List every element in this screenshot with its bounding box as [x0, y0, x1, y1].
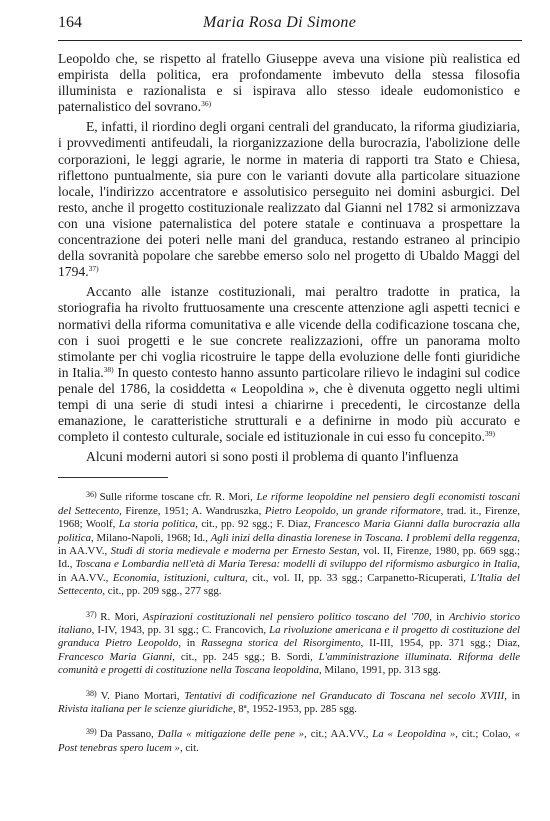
- footnote-title: Rassegna storica del Risorgimento: [200, 637, 361, 650]
- paragraph-1-text: Leopoldo che, se rispetto al fratello Giuseppe aveva una visione più realistica ed empirista della politica, era profondamente imbevuto della stessa filosofia illuminista e razionalista e si ispirava allo stesso ideale eudomonistico e paternalistico del sovrano.: [58, 51, 520, 115]
- footnote-text: , cit., pp. 92 sgg.; F. Diaz,: [195, 518, 315, 531]
- footnote-title: Studi di storia medievale e moderna per Ernesto Sestan: [110, 544, 358, 557]
- footnote-title: Rivista italiana per le scienze giuridiche: [58, 703, 233, 716]
- footnote-text: R. Mori,: [100, 610, 144, 623]
- page-number: 164: [58, 14, 82, 31]
- footnote-text: , II-III, 1954, pp. 371 sgg.; Diaz,: [360, 637, 520, 650]
- footnote-number: 39): [86, 727, 100, 737]
- footnote-title: Francesco Maria Gianni dalla burocrazia alla politica: [58, 518, 520, 544]
- footnote-title: L'Italia del Settecento: [58, 571, 520, 598]
- footnote-text: V. Piano Mortari,: [100, 689, 185, 702]
- footnote-text: Da Passano,: [99, 728, 158, 741]
- footnote-title: Tentativi di codificazione nel Granducato di Toscana nel secolo XVIII: [184, 689, 505, 702]
- footnote-text: , I-IV, 1943, pp. 31 sgg.; C. Francovich,: [91, 624, 270, 636]
- footnote-text: , in: [178, 637, 201, 650]
- footnote-ref-39: 39): [484, 429, 495, 439]
- footnote-text: , cit.; AA.VV.,: [304, 728, 373, 741]
- paragraph-3: [58, 284, 520, 445]
- footnote-text: , cit.; Colao,: [455, 728, 515, 741]
- main-text: [58, 51, 520, 465]
- footnote-text: , Milano, 1991, pp. 313 sgg.: [319, 664, 441, 677]
- footnote-title: Archivio storico italiano: [58, 610, 521, 636]
- paragraph-3-text-a: Accanto alle istanze costituzionali, mai peraltro tradotte in pratica, la storiografia ha rivolto fruttuosamente una crescente attenzione agli aspetti tecnici e normativi della riforma comunitativa e alle vicende della codificazione toscana che, con i suoi progetti e le sue concrete realizzazioni, offre un panorama molto stimolante per chi voglia ricostruire le tappe della evoluzione delle fonti giuridiche in Italia.: [58, 284, 520, 380]
- footnote-title: Economia, istituzioni, cultura: [112, 571, 245, 584]
- running-head: Maria Rosa Di Simone: [203, 14, 357, 31]
- footnote-text: , cit., pp. 209 sgg., 277 sgg.: [102, 585, 222, 598]
- footnote-ref-37: 37): [88, 264, 99, 274]
- footnote-text: , 8ª, 1952-1953, pp. 285 sgg.: [232, 703, 357, 716]
- footnote-text: , in: [429, 610, 449, 623]
- footnote-36: [58, 488, 520, 598]
- paragraph-2-text: E, infatti, il riordino degli organi centrali del granducato, la riforma giudiziaria, i provvedimenti antifeudali, la riorganizzazione della burocrazia, l'abolizione delle corporazioni, le leggi agrarie, le norme in materia di rapporti tra Stato e Chiesa, riflettono puntualmente, sia pure con le varianti dovute alla particolare situazione locale, l'indirizzo accentratore e assolutisico perseguito nei domini asburgici. Del resto, anche il progetto costituzionale realizzato dal Gianni nel 1782 si armonizzava con una visione paternalistica del potere statale e continuava a prospettare la concentrazione dei poteri nelle mani del granduca, restando estraneo al principio della sovranità popolare che sarebbe emerso solo nel progetto di Ubaldo Maggi del 1794.: [58, 119, 520, 280]
- footnote-title: Francesco Maria Gianni: [58, 650, 173, 663]
- footnote-title: La « Leopoldina »: [372, 728, 456, 741]
- footnotes: [58, 488, 520, 755]
- footnote-title: La rivoluzione americana e il progetto di costituzione del granduca Pietro Leopoldo: [58, 624, 521, 650]
- footnote-title: « Post tenebras spero lucem »: [58, 728, 520, 754]
- footnote-text: Sulle riforme toscane cfr. R. Mori,: [99, 491, 257, 504]
- footnote-37: [58, 608, 520, 678]
- paragraph-1: [58, 51, 520, 115]
- footnote-title: Aspirazioni costituzionali nel pensiero politico toscano del '700: [143, 610, 430, 623]
- footnote-text: , Milano-Napoli, 1968; Id.,: [91, 531, 211, 544]
- footnote-title: Le riforme leopoldine nel pensiero degli economisti toscani del Settecento: [58, 491, 520, 517]
- footnote-text: , trad. it., Firenze, 1968; Woolf,: [58, 504, 520, 531]
- footnote-title: L'amministrazione illuminata. Riforma delle comunità e progetti di costituzione nella Toscana leopoldina: [58, 650, 521, 677]
- footnote-text: , vol. II, Firenze, 1980, pp. 669 sgg.; Id.,: [58, 544, 520, 571]
- footnote-38: [58, 687, 520, 717]
- footnote-title: Pietro Leopoldo, un grande riformatore: [264, 504, 441, 517]
- footnote-39: [58, 725, 520, 755]
- footnote-text: , cit., pp. 245 sgg.; B. Sordi,: [172, 650, 319, 663]
- footnote-ref-38: 38): [103, 364, 114, 374]
- footnote-text: , cit.: [179, 741, 199, 754]
- footnote-title: Toscana e Lombardia nell'età di Maria Teresa: modelli di sviluppo del riformismo asburgico in Italia: [75, 558, 518, 571]
- paragraph-4: [58, 449, 520, 465]
- footnote-text: , in AA.VV.,: [58, 558, 520, 584]
- footnote-number: 36): [86, 490, 100, 500]
- paragraph-4-text: Alcuni moderni autori si sono posti il problema di quanto l'influenza: [86, 449, 459, 465]
- footnote-number: 37): [86, 609, 101, 619]
- footnote-text: , in: [504, 689, 521, 702]
- footnote-divider: [58, 477, 168, 478]
- footnote-text: , cit., vol. II, pp. 33 sgg.; Carpanetto-Ricuperati,: [244, 571, 471, 584]
- paragraph-2: [58, 119, 520, 280]
- footnote-number: 38): [86, 688, 101, 698]
- footnote-ref-36: 36): [201, 99, 212, 109]
- footnote-title: La storia politica: [118, 518, 196, 531]
- footnote-text: , in AA.VV.,: [58, 531, 520, 557]
- paragraph-3-text-b: In questo contesto hanno assunto particolare rilievo le indagini sul codice penale del 1786, la cosiddetta « Leopoldina », che è divenuta oggetto negli ultimi tempi di una serie di studi intesi a chiarirne i precedenti, le circostanze della emanazione, le caratteristiche strutturali e a definirne in modo più accurato e completo il contesto culturale, sociale ed istituzionale in cui esso fu concepito.: [58, 364, 521, 445]
- page-header: [58, 14, 522, 41]
- footnote-text: , Firenze, 1951; A. Wandruszka,: [119, 504, 265, 517]
- footnote-title: Dalla « mitigazione delle pene »: [157, 728, 305, 741]
- footnote-title: Agli inizi della dinastia lorenese in Toscana. I problemi della reggenza: [210, 531, 518, 544]
